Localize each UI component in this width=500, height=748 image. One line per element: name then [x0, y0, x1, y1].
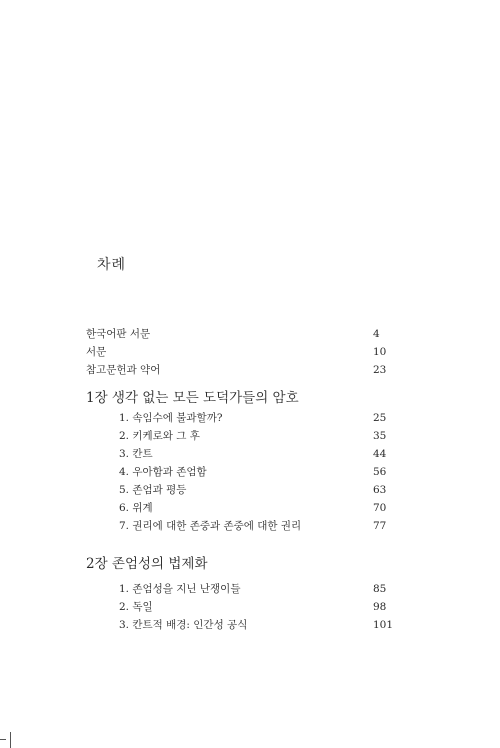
toc-entry-title: 1. 존엄성을 지닌 난쟁이들	[119, 583, 241, 595]
chapter-heading: 1장 생각 없는 모든 도덕가들의 암호	[86, 390, 299, 406]
toc-entry	[119, 501, 153, 515]
toc-title: 차례	[97, 257, 127, 273]
toc-entry	[86, 327, 150, 341]
toc-entry-title: 2. 키케로와 그 후	[119, 430, 200, 442]
toc-entry-title: 참고문헌과 약어	[86, 364, 161, 376]
toc-entry-title: 1. 속임수에 불과할까?	[119, 412, 223, 424]
toc-entry-title: 4. 우아함과 존엄함	[119, 466, 207, 478]
chapter-heading: 2장 존엄성의 법제화	[86, 556, 208, 572]
toc-entry-title: 3. 칸트적 배경: 인간성 공식	[119, 619, 248, 631]
toc-entry-title: 5. 존엄과 평등	[119, 484, 187, 496]
toc-entry	[86, 345, 106, 359]
toc-entry-title: 서문	[86, 346, 107, 358]
toc-entry	[86, 363, 160, 377]
toc-entry-title: 3. 칸트	[119, 448, 153, 460]
toc-entry	[119, 429, 200, 443]
crop-mark-vertical	[10, 732, 11, 748]
toc-entry	[119, 447, 153, 461]
toc-entry-title: 2. 독일	[119, 601, 153, 613]
toc-entry	[119, 582, 240, 596]
crop-mark-horizontal	[0, 739, 6, 740]
toc-entry-title: 6. 위계	[119, 502, 153, 514]
toc-entry	[119, 600, 153, 614]
toc-entry	[119, 618, 247, 632]
toc-entry	[119, 483, 186, 497]
toc-entry	[119, 465, 207, 479]
toc-entry-title: 한국어판 서문	[86, 328, 151, 340]
toc-entry	[119, 519, 301, 533]
toc-entry	[119, 411, 222, 425]
toc-entry-title: 7. 권리에 대한 존중과 존중에 대한 권리	[119, 520, 302, 532]
